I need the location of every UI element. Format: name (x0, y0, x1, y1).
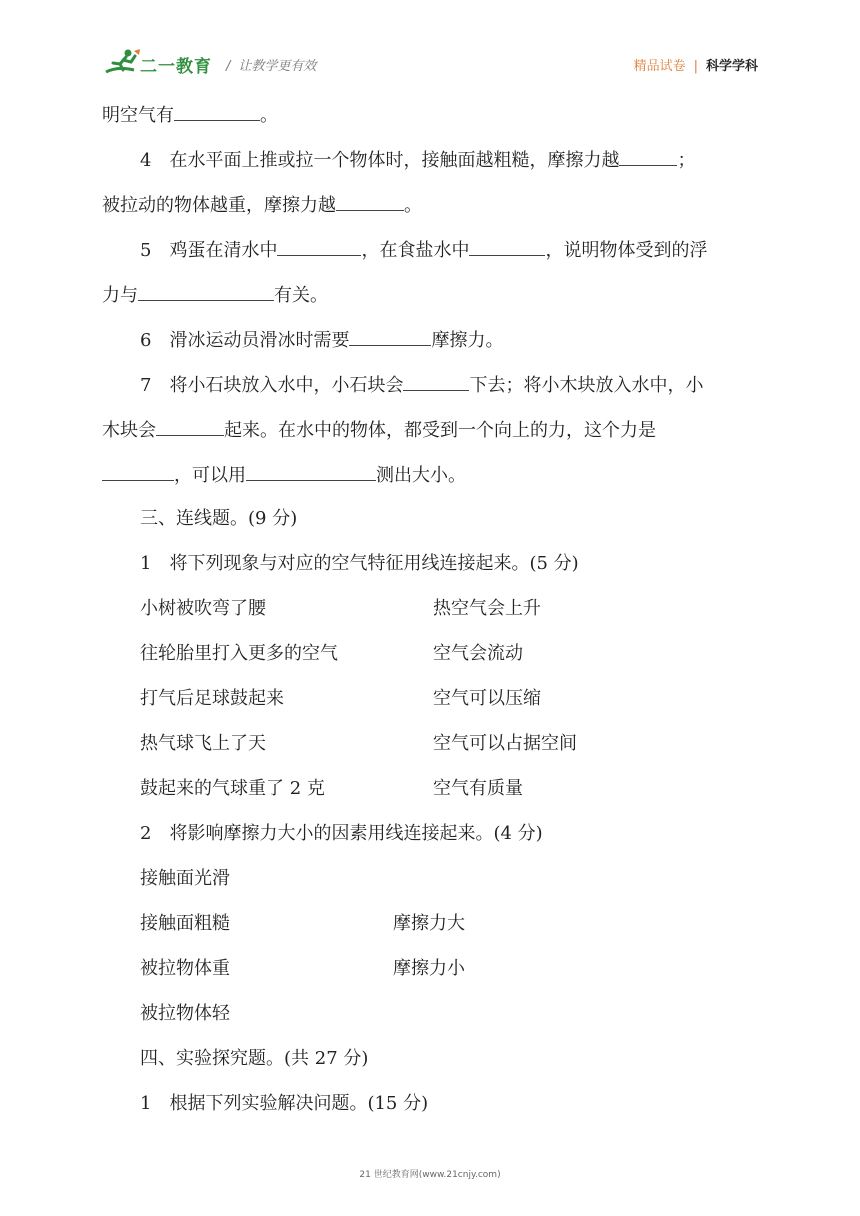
match1-row (140, 732, 577, 756)
question-5-line2 (102, 282, 328, 308)
question-7-line2 (102, 417, 656, 443)
text: 木块会 (102, 420, 156, 441)
text: 被拉动的物体越重，摩擦力越 (102, 195, 336, 216)
header-separator: | (693, 59, 698, 74)
text: 测出大小。 (376, 465, 466, 486)
match2-left-item[interactable]: 接触面粗糙 (140, 913, 230, 934)
match-left-item[interactable]: 鼓起来的气球重了 2 克 (140, 778, 325, 799)
match-left-item[interactable]: 往轮胎里打入更多的空气 (140, 643, 338, 664)
experiment-question-1: 1 根据下列实验解决问题。(15 分) (140, 1093, 429, 1114)
match-right-item[interactable]: 空气有质量 (433, 778, 523, 799)
answer-blank[interactable] (619, 147, 677, 166)
answer-blank[interactable] (156, 417, 224, 436)
answer-blank[interactable] (138, 282, 274, 301)
page-header (0, 0, 860, 86)
match1-row (140, 687, 541, 711)
text: 力与 (102, 285, 138, 306)
answer-blank[interactable] (174, 102, 260, 121)
header-subject-label: 科学学科 (705, 59, 758, 74)
text: 5 鸡蛋在清水中 (140, 240, 278, 261)
text: 明空气有 (102, 105, 174, 126)
header-subject (634, 55, 758, 74)
text: 下去；将小木块放入水中，小 (469, 375, 704, 396)
answer-blank[interactable] (336, 192, 404, 211)
text-line (102, 102, 278, 128)
match-left-item[interactable]: 打气后足球鼓起来 (140, 688, 284, 709)
text: ，可以用 (174, 465, 246, 486)
logo-text: 二一教育 (140, 57, 212, 77)
match2-row (140, 957, 465, 981)
question-6 (140, 327, 503, 353)
section-3-title: 三、连线题。(9 分) (140, 508, 298, 529)
match2-right-item[interactable]: 摩擦力大 (393, 913, 465, 934)
text: 7 将小石块放入水中，小石块会 (140, 375, 404, 396)
slogan-separator: / (226, 59, 231, 74)
text: 。 (404, 195, 422, 216)
match2-left-item[interactable]: 被拉物体重 (140, 958, 230, 979)
question-7-line1 (140, 372, 703, 398)
match1-row (140, 597, 541, 621)
match-right-item[interactable]: 空气可以压缩 (433, 688, 541, 709)
answer-blank[interactable] (403, 372, 469, 391)
text: ，说明物体受到的浮 (545, 240, 708, 261)
answer-blank[interactable] (349, 327, 431, 346)
match-right-item[interactable]: 热空气会上升 (433, 598, 541, 619)
header-paper-type: 精品试卷 (633, 59, 686, 74)
match2-left-item[interactable]: 被拉物体轻 (140, 1003, 230, 1024)
text: 。 (260, 105, 278, 126)
answer-blank[interactable] (102, 462, 174, 481)
matching-question-1: 1 将下列现象与对应的空气特征用线连接起来。(5 分) (140, 553, 579, 574)
slogan (226, 55, 316, 74)
question-5-line1 (140, 237, 707, 263)
answer-blank[interactable] (469, 237, 545, 256)
question-4-line2 (102, 192, 422, 218)
match2-right-item[interactable]: 摩擦力小 (393, 958, 465, 979)
question-7-line3 (102, 462, 466, 488)
text: 有关。 (274, 285, 328, 306)
section-4-title: 四、实验探究题。(共 27 分) (140, 1048, 369, 1069)
runner-logo-icon (104, 48, 142, 78)
match1-row (140, 642, 523, 666)
match-right-item[interactable]: 空气可以占据空间 (433, 733, 577, 754)
text: 起来。在水中的物体，都受到一个向上的力，这个力是 (224, 420, 656, 441)
text: 摩擦力。 (431, 330, 504, 351)
match1-row (140, 777, 523, 801)
match-left-item[interactable]: 小树被吹弯了腰 (140, 598, 266, 619)
match-left-item[interactable]: 热气球飞上了天 (140, 733, 266, 754)
text: ，在食盐水中 (361, 240, 470, 261)
match2-row (140, 912, 465, 936)
question-4-line1 (140, 147, 695, 173)
text: 4 在水平面上推或拉一个物体时，接触面越粗糙，摩擦力越 (140, 150, 620, 171)
answer-blank[interactable] (246, 462, 376, 481)
match2-left-item[interactable]: 接触面光滑 (140, 868, 230, 889)
text: ； (677, 150, 696, 171)
match-right-item[interactable]: 空气会流动 (433, 643, 523, 664)
matching-question-2: 2 将影响摩擦力大小的因素用线连接起来。(4 分) (140, 823, 543, 844)
answer-blank[interactable] (277, 237, 361, 256)
page-footer: 21 世纪教育网(www.21cnjy.com) (359, 1170, 501, 1180)
text: 6 滑冰运动员滑冰时需要 (140, 330, 350, 351)
slogan-text: 让教学更有效 (238, 59, 317, 74)
